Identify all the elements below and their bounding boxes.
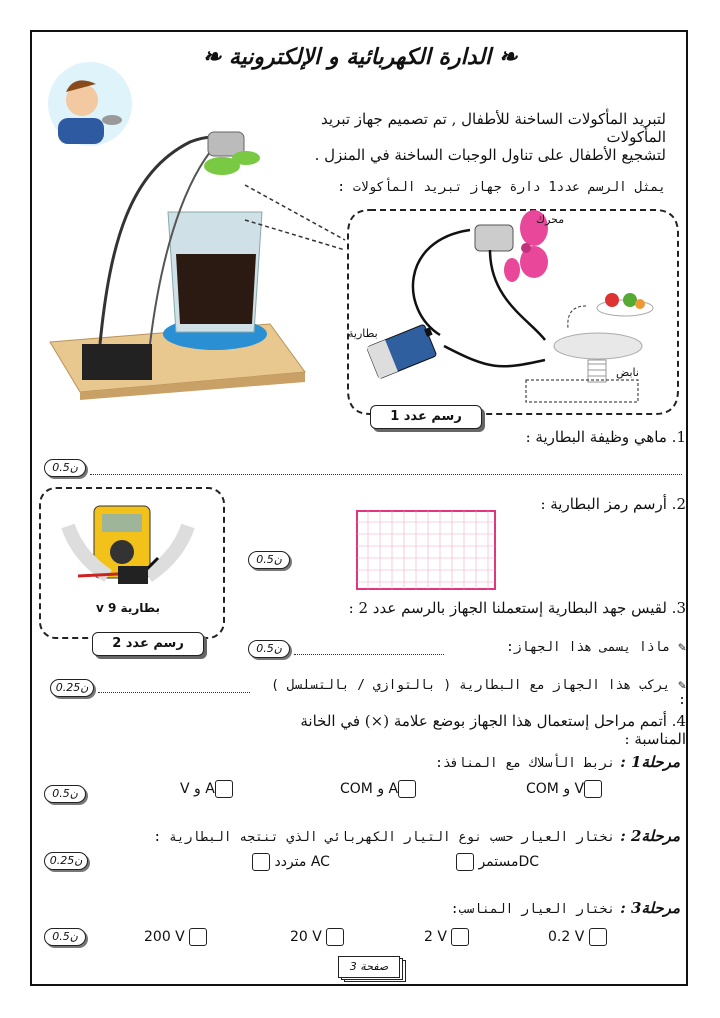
label-battery: بطارية — [348, 327, 378, 340]
drawing-grid[interactable] — [356, 510, 496, 590]
figure-1-circuit — [340, 200, 685, 422]
figure-2-multimeter — [38, 486, 226, 640]
step-3-text: نختار العيار المناسب: — [450, 902, 616, 917]
answer-line-q3b[interactable] — [98, 692, 250, 693]
step-2-label: مرحلة2 : — [620, 827, 680, 845]
question-1: 1. ماهي وظيفة البطارية : — [525, 428, 686, 446]
spring — [588, 360, 606, 382]
step-1-text: نربط الأسلاك مع المنافذ: — [435, 756, 616, 771]
score-q3a: 0.5ن — [248, 640, 290, 658]
battery-holder — [82, 344, 152, 380]
motor — [475, 225, 513, 251]
step-2 — [60, 826, 680, 845]
step-1 — [260, 752, 680, 771]
step-1-label: مرحلة1 : — [620, 753, 680, 771]
plate — [554, 333, 642, 359]
page-title: ❧ الدارة الكهربائية و الإلكترونية ❧ — [202, 44, 518, 70]
question-2: 2. أرسم رمز البطارية : — [540, 495, 686, 513]
checkbox[interactable] — [398, 780, 416, 798]
option-200v[interactable]: 200 V — [144, 928, 207, 946]
score-step-2: 0.25ن — [44, 852, 88, 870]
option-v-a[interactable]: V و A — [180, 780, 233, 798]
checkbox[interactable] — [451, 928, 469, 946]
option-dc[interactable]: مستمرDC — [456, 853, 539, 871]
option-20v[interactable]: 20 V — [290, 928, 344, 946]
question-3b: ✎ يركب هذا الجهاز مع البطارية ( بالتوازي / بالتسلسل ) : — [271, 678, 686, 708]
label-spring: نابض — [616, 366, 639, 379]
intro-line-3: يمثل الرسم عدد1 دارة جهاز تبريد المأكولات : — [337, 180, 666, 195]
question-4: 4. أتمم مراحل إستعمال هذا الجهاز بوضع علامة (×) في الخانة المناسبة : — [300, 712, 686, 748]
score-q3b: 0.25ن — [50, 679, 94, 697]
pencil-icon: ✎ — [670, 640, 686, 655]
battery-9v-label: بطارية 9 v — [96, 601, 160, 615]
figure-1-caption: رسم عدد 1 — [370, 405, 482, 429]
question-3: 3. لقيس جهد البطارية إستعملنا الجهاز بالرسم عدد 2 : — [348, 599, 686, 617]
page-number: صفحة 3 — [338, 956, 400, 978]
checkbox[interactable] — [589, 928, 607, 946]
score-step-1: 0.5ن — [44, 785, 86, 803]
option-com-a[interactable]: COM و A — [340, 780, 416, 798]
checkbox[interactable] — [456, 853, 474, 871]
answer-line-q3a[interactable] — [294, 654, 444, 655]
battery-9v — [118, 566, 148, 584]
checkbox[interactable] — [252, 853, 270, 871]
score-q1: 0.5ن — [44, 459, 86, 477]
score-step-3: 0.5ن — [44, 928, 86, 946]
option-2v[interactable]: 2 V — [424, 928, 469, 946]
figure-2-caption: رسم عدد 2 — [92, 632, 204, 656]
ornament-icon: ❧ — [202, 44, 229, 70]
intro-line-1: لتبريد المأكولات الساخنة للأطفال , تم تصميم جهاز تبريد المأكولات — [321, 110, 666, 146]
checkbox[interactable] — [584, 780, 602, 798]
checkbox[interactable] — [326, 928, 344, 946]
label-motor: محرك — [536, 213, 565, 226]
ornament-icon: ❧ — [491, 44, 518, 70]
intro-line-2: لتشجيع الأطفال على تناول الوجبات الساخنة في المنزل . — [314, 146, 666, 164]
step-2-text: نختار العيار حسب نوع التيار الكهربائي الذي تنتجه البطارية : — [153, 830, 616, 845]
pencil-icon: ✎ — [670, 678, 686, 693]
option-ac[interactable]: متردد AC — [252, 853, 330, 871]
step-3-label: مرحلة3 : — [620, 899, 680, 917]
question-3a: ✎ ماذا يسمى هذا الجهاز: — [505, 640, 686, 655]
option-0-2v[interactable]: 0.2 V — [548, 928, 607, 946]
checkbox[interactable] — [215, 780, 233, 798]
checkbox[interactable] — [189, 928, 207, 946]
answer-line-q1[interactable] — [90, 474, 682, 475]
step-3 — [260, 898, 680, 917]
page-number-box — [338, 956, 406, 982]
score-q2: 0.5ن — [248, 551, 290, 569]
option-com-v[interactable]: COM و V — [526, 780, 602, 798]
